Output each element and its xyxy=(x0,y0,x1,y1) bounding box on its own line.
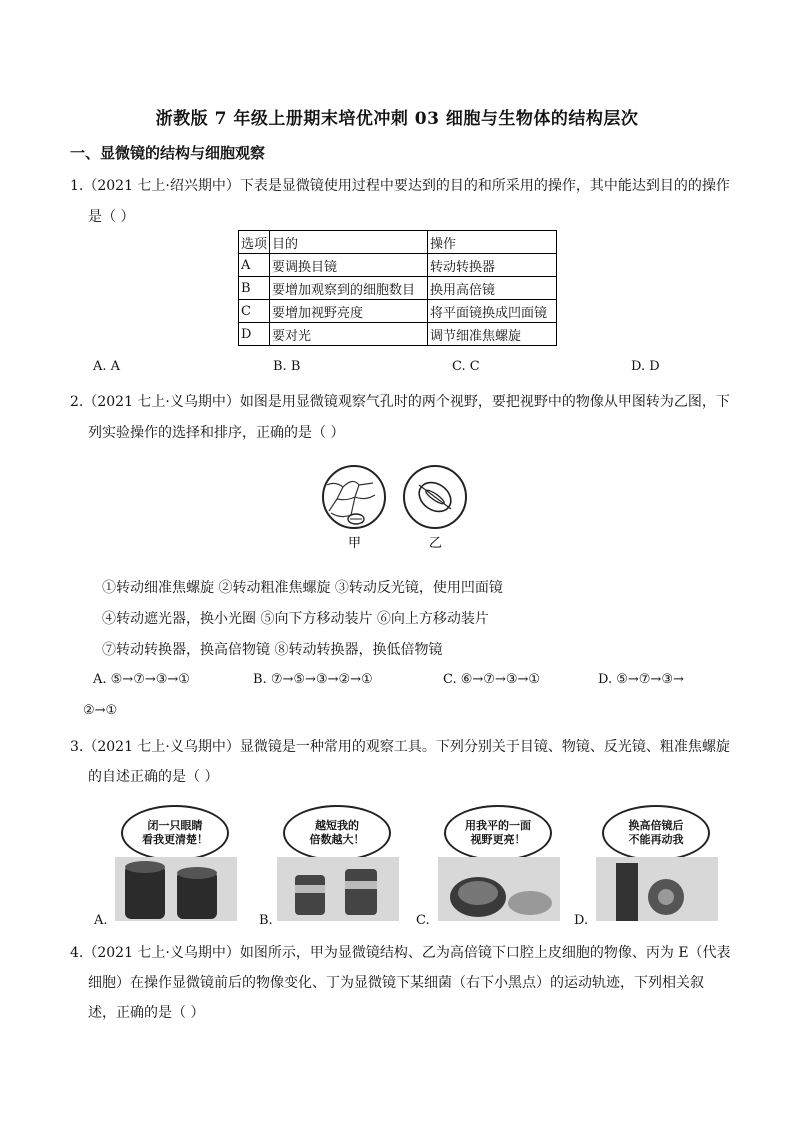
question-4-stem: 4.（2021 七上·义乌期中）如图所示，甲为显微镜结构、乙为高倍镜下口腔上皮细胞的物像、丙为 E（代表 xyxy=(70,945,731,961)
question-2-choice-d-cont: ②→① xyxy=(83,703,118,718)
cartoon-mirror xyxy=(438,805,560,923)
question-1-stem-cont: 是（ ） xyxy=(88,209,135,225)
question-2-options-row: ①转动细准焦螺旋 ②转动粗准焦螺旋 ③转动反光镜，使用凹面镜 xyxy=(102,580,503,596)
cartoon-objective xyxy=(277,805,399,923)
question-3-choice-d[interactable]: D. xyxy=(574,913,589,928)
question-2-stem: 2.（2021 七上·义乌期中）如图是用显微镜观察气孔时的两个视野，要把视野中的物像从甲图转为乙图，下 xyxy=(70,394,730,410)
question-3-choice-b[interactable]: B. xyxy=(259,913,273,928)
question-1-choice-d[interactable]: D. D xyxy=(631,359,660,374)
question-2-choice-b[interactable]: B. ⑦→⑤→③→②→① xyxy=(253,672,373,687)
table-row xyxy=(239,323,557,346)
table-cell: C xyxy=(239,300,270,323)
question-2-options-row: ⑦转动转换器，换高倍物镜 ⑧转动转换器，换低倍物镜 xyxy=(102,642,443,658)
figure-label-yi: 乙 xyxy=(429,536,443,551)
table-cell: B xyxy=(239,277,270,300)
question-1-stem: 1.（2021 七上·绍兴期中）下表是显微镜使用过程中要达到的目的和所采用的操作，其中能达到目的的操作 xyxy=(70,178,730,194)
section-heading: 一、显微镜的结构与细胞观察 xyxy=(70,144,266,162)
question-1-table xyxy=(238,230,557,346)
table-cell: 要增加观察到的细胞数目 xyxy=(270,277,428,300)
table-row xyxy=(239,254,557,277)
speech-bubble: 闭一只眼睛 看我更清楚！ xyxy=(121,805,229,861)
question-4-stem-cont: 细胞）在操作显微镜前后的物像变化、丁为显微镜下某细菌（右下小黑点）的运动轨迹，下列相关叙 xyxy=(88,975,704,991)
field-yi xyxy=(404,466,466,528)
table-cell: 目的 xyxy=(270,231,428,254)
speech-bubble: 越短我的 倍数越大！ xyxy=(283,805,391,861)
mirror-photo xyxy=(438,857,560,921)
eyepiece-photo xyxy=(115,857,237,921)
question-2-stem-cont: 列实验操作的选择和排序，正确的是（ ） xyxy=(88,425,345,441)
table-cell: 要对光 xyxy=(270,323,428,346)
table-header-row xyxy=(239,231,557,254)
question-2-choice-d[interactable]: D. ⑤→⑦→③→ xyxy=(598,672,684,687)
question-4-stem-cont: 述，正确的是（ ） xyxy=(88,1005,205,1021)
objective-photo xyxy=(277,857,399,921)
question-3-stem-cont: 的自述正确的是（ ） xyxy=(88,769,219,785)
table-cell: 要调换目镜 xyxy=(270,254,428,277)
table-cell: 操作 xyxy=(428,231,557,254)
question-3-choice-a[interactable]: A. xyxy=(94,913,108,928)
cartoon-eyepiece xyxy=(115,805,237,923)
coarse-focus-photo xyxy=(596,857,718,921)
page-title: 浙教版 7 年级上册期末培优冲刺 03 细胞与生物体的结构层次 xyxy=(155,109,639,129)
question-3-stem: 3.（2021 七上·义乌期中）显微镜是一种常用的观察工具。下列分别关于目镜、物镜、反光镜、粗准焦螺旋 xyxy=(70,739,730,755)
question-1-choice-b[interactable]: B. B xyxy=(273,359,301,374)
table-cell: 将平面镜换成凹面镜 xyxy=(428,300,557,323)
question-1-choice-a[interactable]: A. A xyxy=(93,359,121,374)
table-cell: 要增加视野亮度 xyxy=(270,300,428,323)
table-cell: A xyxy=(239,254,270,277)
table-row xyxy=(239,300,557,323)
table-cell: 换用高倍镜 xyxy=(428,277,557,300)
question-2-options-row: ④转动遮光器，换小光圈 ⑤向下方移动装片 ⑥向上方移动装片 xyxy=(102,611,489,627)
field-jia xyxy=(323,466,385,528)
question-2-choice-a[interactable]: A. ⑤→⑦→③→① xyxy=(93,672,190,687)
microscope-field-figure xyxy=(315,463,485,553)
table-cell: 选项 xyxy=(239,231,270,254)
speech-bubble: 用我平的一面 视野更亮！ xyxy=(444,805,552,861)
question-2-choice-c[interactable]: C. ⑥→⑦→③→① xyxy=(443,672,541,687)
table-cell: D xyxy=(239,323,270,346)
table-cell: 转动转换器 xyxy=(428,254,557,277)
speech-bubble: 换高倍镜后 不能再动我 xyxy=(602,805,710,861)
question-3-choice-c[interactable]: C. xyxy=(416,913,430,928)
figure-label-jia: 甲 xyxy=(348,536,362,551)
cartoon-coarse-focus xyxy=(596,805,718,923)
table-cell: 调节细准焦螺旋 xyxy=(428,323,557,346)
question-1-choice-c[interactable]: C. C xyxy=(452,359,480,374)
table-row xyxy=(239,277,557,300)
